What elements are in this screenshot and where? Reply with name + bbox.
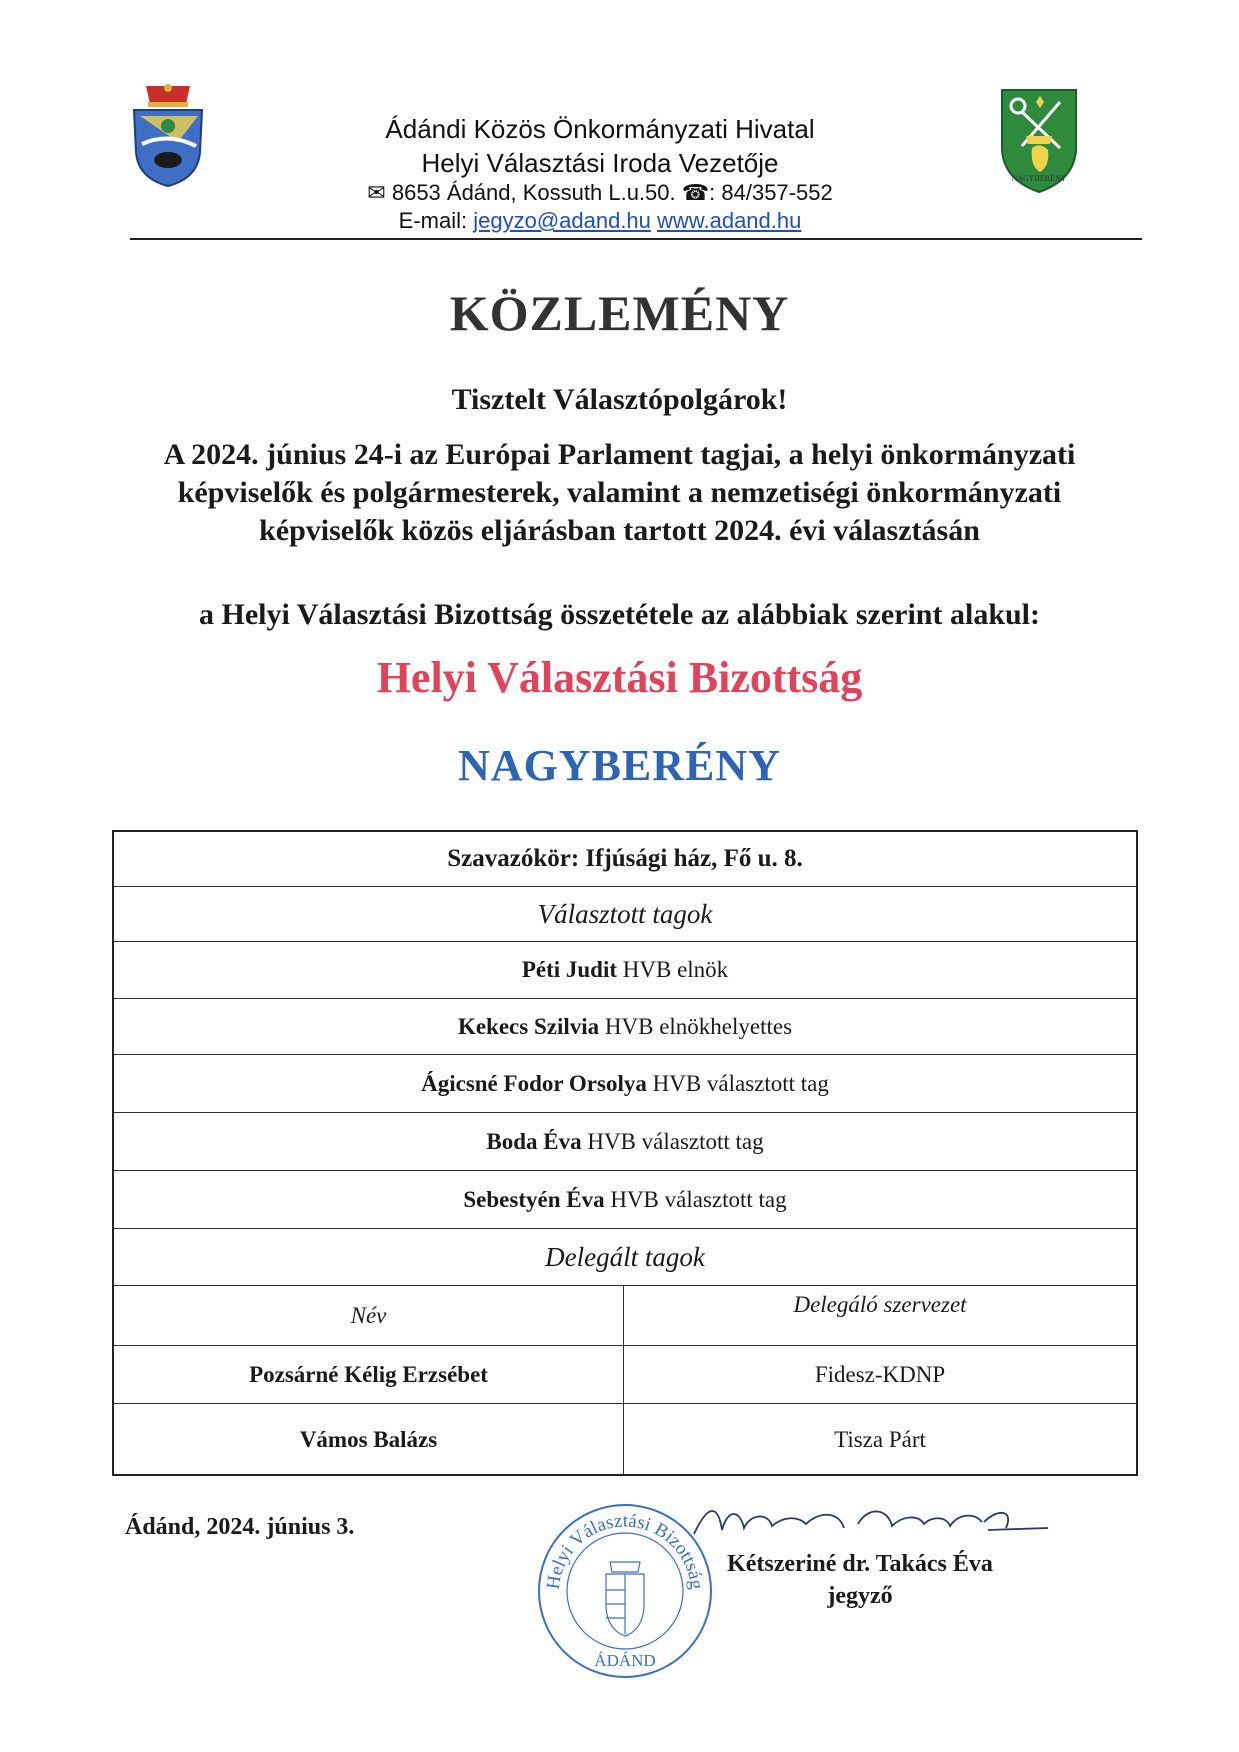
delegate-org: [624, 1346, 1136, 1403]
notice-title: KÖZLEMÉNY: [449, 285, 790, 341]
signer-title: jegyző: [827, 1583, 893, 1609]
column-header-name-text: Név: [350, 1302, 387, 1328]
table-row: [114, 942, 1136, 999]
office-name: Ádándi Közös Önkormányzati Hivatal: [385, 114, 815, 144]
member-name: Péti Judit: [521, 957, 618, 982]
crest-caption: NAGYBERÉNY: [1011, 174, 1067, 183]
member-role: HVB elnök: [622, 957, 729, 982]
committee-table: [112, 830, 1138, 1476]
delegated-header: Delegált tagok: [545, 1241, 705, 1272]
member-role: HVB választott tag: [610, 1186, 787, 1212]
member-role: HVB választott tag: [587, 1128, 764, 1154]
greeting: Tisztelt Választópolgárok!: [451, 383, 788, 416]
handwritten-signature: [688, 1494, 1058, 1554]
table-row: [114, 999, 1136, 1055]
adand-coat-of-arms-icon: [128, 82, 208, 190]
office-role: Helyi Választási Iroda Vezetője: [421, 148, 779, 178]
intro-paragraph: A 2024. június 24-i az Európai Parlament tagjai, a helyi önkormányzati képviselők és polgármesterek, valamint a nemzetiségi önkormányzati képviselők közös eljárásban tartott 2024. évi választásán: [163, 438, 1076, 547]
signer-block: [690, 1548, 1030, 1612]
phone: : 84/357-552: [709, 180, 833, 205]
committee-name: Helyi Választási Bizottság: [376, 653, 863, 702]
column-header-org: [624, 1286, 1136, 1345]
polling-station: Szavazókör: Ifjúsági ház, Fő u. 8.: [447, 845, 803, 872]
website-link[interactable]: www.adand.hu: [657, 208, 802, 233]
table-row: [114, 1404, 1136, 1476]
member-name: Sebestyén Éva: [463, 1186, 605, 1212]
elected-header: Választott tagok: [537, 898, 713, 929]
stamp-text: Helyi Választási Bizottság: [542, 1510, 708, 1591]
settlement-name: NAGYBERÉNY: [458, 741, 781, 790]
address: 8653 Ádánd, Kossuth L.u.50.: [391, 180, 676, 205]
email-label: E-mail:: [398, 208, 468, 233]
delegate-name-text: Pozsárné Kélig Erzsébet: [249, 1361, 488, 1387]
delegate-org: [624, 1404, 1136, 1476]
delegated-header-row: [114, 1229, 1136, 1286]
delegate-name: [114, 1404, 624, 1476]
letterhead-divider: [130, 238, 1142, 240]
elected-header-row: [114, 887, 1136, 942]
delegate-name-text: Vámos Balázs: [299, 1427, 438, 1452]
intro-continuation: a Helyi Választási Bizottság összetétele az alábbiak szerint alakul:: [198, 598, 1041, 631]
column-header-name: [114, 1286, 624, 1345]
delegate-org-text: Tisza Párt: [834, 1427, 926, 1452]
column-header-org-text: Delegáló szervezet: [793, 1292, 967, 1317]
envelope-icon: ✉: [367, 180, 386, 205]
delegated-column-header-row: [114, 1286, 1136, 1346]
email-link[interactable]: jegyzo@adand.hu: [473, 208, 651, 233]
contact-line: [300, 180, 900, 206]
table-row: [114, 1346, 1136, 1404]
member-name: Ágicsné Fodor Orsolya: [421, 1070, 647, 1096]
signer-name: Kétszeriné dr. Takács Éva: [727, 1551, 993, 1577]
table-row: [114, 1113, 1136, 1171]
email-line: [300, 208, 900, 234]
phone-icon: ☎: [681, 180, 710, 205]
member-name: Boda Éva: [486, 1128, 582, 1154]
polling-station-row: [114, 832, 1136, 887]
member-role: HVB elnökhelyettes: [604, 1013, 793, 1039]
table-row: [114, 1171, 1136, 1229]
delegate-org-text: Fidesz-KDNP: [814, 1361, 946, 1387]
stamp-place: ÁDÁND: [594, 1651, 656, 1670]
member-role: HVB választott tag: [652, 1070, 829, 1096]
delegate-name: [114, 1346, 624, 1403]
table-row: [114, 1055, 1136, 1113]
place-and-date: Ádánd, 2024. június 3.: [125, 1514, 355, 1540]
member-name: Kekecs Szilvia: [457, 1013, 600, 1039]
hungarian-coat-of-arms-icon: [606, 1562, 644, 1636]
